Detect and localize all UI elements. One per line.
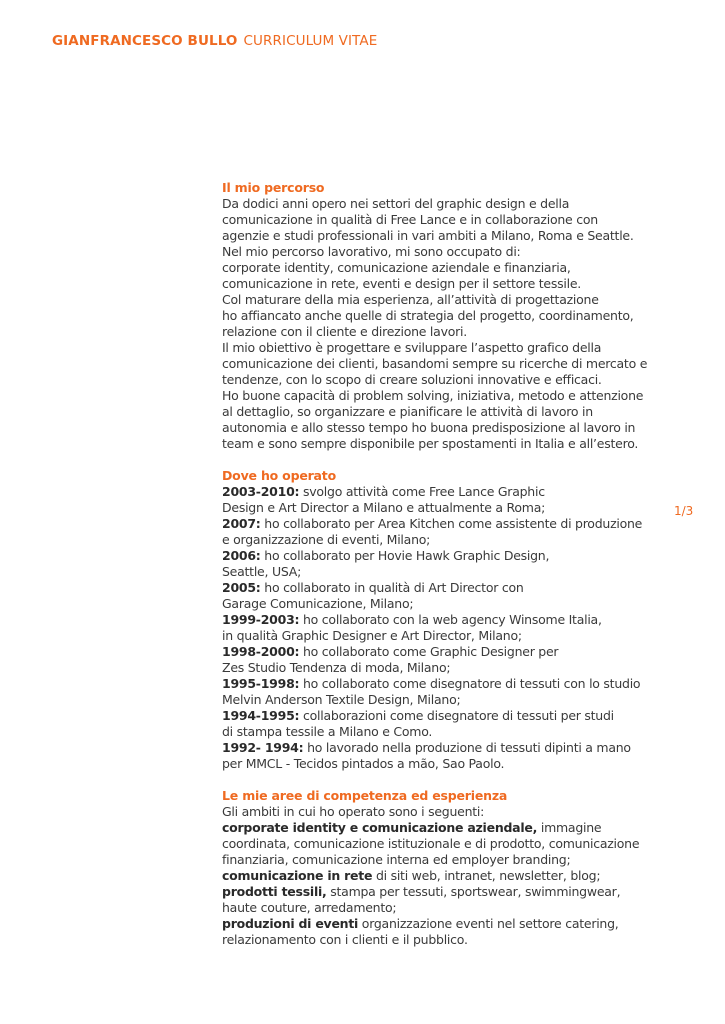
experience-line	[222, 580, 662, 596]
text-line: Nel mio percorso lavorativo, mi sono occupato di:	[222, 244, 521, 259]
text-line: corporate identity, comunicazione aziendale e finanziaria,	[222, 260, 571, 275]
competence-line	[222, 820, 662, 836]
text-line: ho affiancato anche quelle di strategia del progetto, coordinamento,	[222, 308, 634, 323]
experience-line	[222, 708, 662, 724]
text-line: tendenze, con lo scopo di creare soluzioni innovative e efficaci.	[222, 372, 602, 387]
experience-period: 1995-1998:	[222, 676, 300, 691]
experience-line	[222, 564, 662, 580]
experience-period: 1998-2000:	[222, 644, 300, 659]
competence-line	[222, 836, 662, 852]
section-body-competenze	[222, 804, 662, 948]
experience-period: 1999-2003:	[222, 612, 300, 627]
competence-area: comunicazione in rete	[222, 868, 373, 883]
competence-text: di siti web, intranet, newsletter, blog;	[372, 868, 601, 883]
competence-text: haute couture, arredamento;	[222, 900, 397, 915]
competence-line	[222, 884, 662, 900]
experience-text: Melvin Anderson Textile Design, Milano;	[222, 692, 461, 707]
experience-line	[222, 644, 662, 660]
experience-line	[222, 484, 662, 500]
text-line: relazione con il cliente e direzione lavori.	[222, 324, 467, 339]
competence-text: relazionamento con i clienti e il pubblico.	[222, 932, 468, 947]
experience-text: per MMCL - Tecidos pintados a mão, Sao Paolo.	[222, 756, 505, 771]
document-title: CURRICULUM VITAE	[243, 33, 378, 49]
competence-area: produzioni di eventi	[222, 916, 359, 931]
experience-period: 2005:	[222, 580, 261, 595]
experience-line	[222, 676, 662, 692]
competence-line	[222, 804, 662, 820]
experience-text: e organizzazione di eventi, Milano;	[222, 532, 431, 547]
text-line: Il mio obiettivo è progettare e sviluppare l’aspetto grafico della	[222, 340, 602, 355]
experience-text: collaborazioni come disegnatore di tessuti per studi	[299, 708, 614, 723]
experience-line	[222, 532, 662, 548]
section-title-operato: Dove ho operato	[222, 468, 336, 483]
experience-period: 2007:	[222, 516, 261, 531]
section-title-percorso: Il mio percorso	[222, 180, 325, 195]
section-body-operato	[222, 484, 662, 772]
competence-text: Gli ambiti in cui ho operato sono i seguenti:	[222, 804, 485, 819]
competence-text: coordinata, comunicazione istituzionale e di prodotto, comunicazione	[222, 836, 640, 851]
experience-line	[222, 628, 662, 644]
experience-period: 2003-2010:	[222, 484, 300, 499]
competence-text: finanziaria, comunicazione interna ed employer branding;	[222, 852, 571, 867]
competence-area: corporate identity e comunicazione aziendale,	[222, 820, 538, 835]
experience-line	[222, 596, 662, 612]
competence-area: prodotti tessili,	[222, 884, 327, 899]
experience-text: Design e Art Director a Milano e attualmente a Roma;	[222, 500, 546, 515]
text-line: al dettaglio, so organizzare e pianificare le attività di lavoro in	[222, 404, 593, 419]
section-title-competenze: Le mie aree di competenza ed esperienza	[222, 788, 508, 803]
experience-line	[222, 692, 662, 708]
text-line: team e sono sempre disponibile per spostamenti in Italia e all’estero.	[222, 436, 639, 451]
experience-line	[222, 500, 662, 516]
experience-line	[222, 660, 662, 676]
experience-text: ho collaborato come Graphic Designer per	[299, 644, 559, 659]
experience-line	[222, 740, 662, 756]
competence-text: organizzazione eventi nel settore catering,	[358, 916, 619, 931]
text-line: Col maturare della mia esperienza, all’attività di progettazione	[222, 292, 599, 307]
experience-text: Seattle, USA;	[222, 564, 302, 579]
experience-line	[222, 548, 662, 564]
text-line: comunicazione in rete, eventi e design per il settore tessile.	[222, 276, 581, 291]
experience-line	[222, 756, 662, 772]
text-line: Da dodici anni opero nei settori del graphic design e della	[222, 196, 570, 211]
text-line: Ho buone capacità di problem solving, iniziativa, metodo e attenzione	[222, 388, 644, 403]
experience-text: svolgo attività come Free Lance Graphic	[299, 484, 545, 499]
section-competenze	[222, 788, 662, 948]
cv-content	[222, 180, 662, 964]
experience-text: in qualità Graphic Designer e Art Director, Milano;	[222, 628, 522, 643]
text-line: comunicazione in qualità di Free Lance e in collaborazione con	[222, 212, 598, 227]
author-name: GIANFRANCESCO BULLO	[52, 33, 238, 49]
text-line: autonomia e allo stesso tempo ho buona predisposizione al lavoro in	[222, 420, 636, 435]
page-number: 1/3	[674, 504, 694, 518]
experience-text: ho collaborato per Hovie Hawk Graphic Design,	[260, 548, 550, 563]
text-line: agenzie e studi professionali in vari ambiti a Milano, Roma e Seattle.	[222, 228, 634, 243]
experience-line	[222, 612, 662, 628]
experience-period: 1992- 1994:	[222, 740, 304, 755]
experience-text: Garage Comunicazione, Milano;	[222, 596, 414, 611]
experience-text: di stampa tessile a Milano e Como.	[222, 724, 433, 739]
experience-text: ho collaborato come disegnatore di tessuti con lo studio	[299, 676, 641, 691]
experience-text: ho collaborato con la web agency Winsome Italia,	[299, 612, 602, 627]
experience-period: 1994-1995:	[222, 708, 300, 723]
competence-text: immagine	[537, 820, 602, 835]
competence-line	[222, 916, 662, 932]
competence-line	[222, 932, 662, 948]
text-line: comunicazione dei clienti, basandomi sempre su ricerche di mercato e	[222, 356, 648, 371]
section-percorso	[222, 180, 662, 452]
experience-text: Zes Studio Tendenza di moda, Milano;	[222, 660, 451, 675]
experience-line	[222, 516, 662, 532]
experience-text: ho lavorado nella produzione di tessuti dipinti a mano	[303, 740, 631, 755]
section-body-percorso	[222, 196, 662, 452]
experience-text: ho collaborato per Area Kitchen come assistente di produzione	[260, 516, 643, 531]
competence-text: stampa per tessuti, sportswear, swimmingwear,	[326, 884, 621, 899]
experience-text: ho collaborato in qualità di Art Director con	[260, 580, 524, 595]
experience-line	[222, 724, 662, 740]
competence-line	[222, 868, 662, 884]
competence-line	[222, 900, 662, 916]
experience-period: 2006:	[222, 548, 261, 563]
page-header	[52, 33, 377, 49]
competence-line	[222, 852, 662, 868]
section-operato	[222, 468, 662, 772]
